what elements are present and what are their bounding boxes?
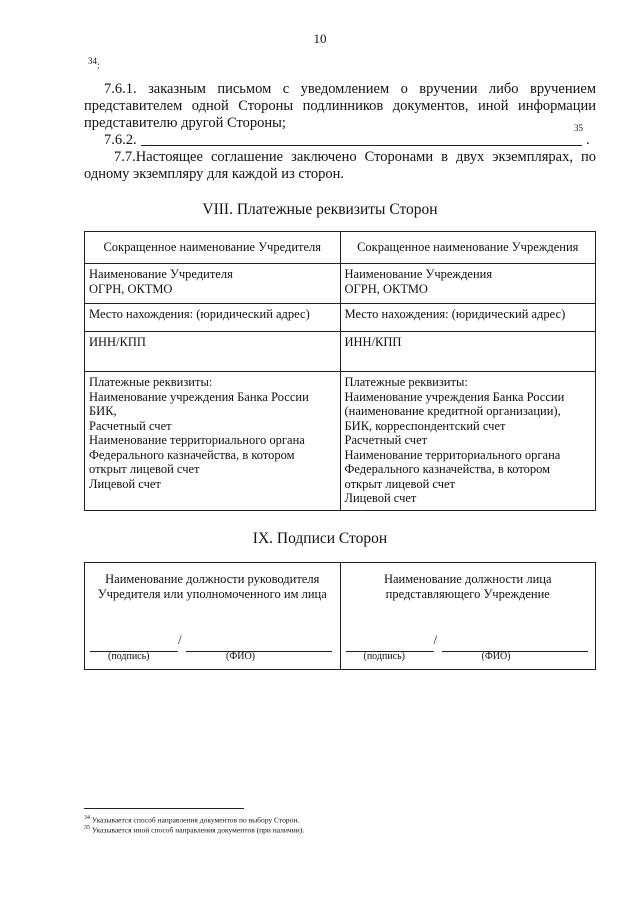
clause-7-6-2-end: .	[586, 132, 590, 148]
founder-ogrn-label: ОГРН, ОКТМО	[89, 281, 173, 296]
requisites-payment-right	[340, 372, 596, 511]
requisites-head-right: Сокращенное наименование Учреждения	[340, 232, 596, 264]
signature-left-field	[86, 622, 339, 668]
payment-right-line: Лицевой счет	[344, 491, 417, 505]
payment-left-line: Платежные реквизиты:	[89, 375, 213, 389]
payment-left-line: Расчетный счет	[89, 418, 172, 433]
requisites-table	[84, 231, 596, 511]
signature-right-fio-line	[442, 637, 588, 652]
signature-right-slash: /	[433, 632, 438, 647]
signature-right-fio-caption: (ФИО)	[481, 651, 511, 662]
table-row	[85, 264, 596, 304]
signature-right-field	[342, 622, 595, 668]
payment-left-line: Наименование территориального органа	[89, 433, 305, 447]
signature-left-cell	[85, 563, 341, 670]
clause-7-7: 7.7.Настоящее соглашение заключено Сторонами в двух экземплярах, по одному экземпляру для каждой из сторон.	[84, 149, 596, 182]
footnote-ref-35: 35	[574, 123, 583, 133]
signature-right-sign-caption: (подпись)	[363, 651, 406, 662]
payment-right-line: Наименование учреждения Банка России	[344, 389, 565, 404]
payment-right-line: Наименование территориального органа	[344, 447, 561, 462]
payment-right-line: БИК, корреспондентский счет	[344, 418, 506, 433]
table-row	[85, 304, 596, 332]
requisites-name-left	[85, 264, 341, 304]
signature-left-fio-line	[186, 637, 332, 652]
requisites-head-left: Сокращенное наименование Учредителя	[85, 232, 341, 264]
signature-left-line2: Учредителя или уполномоченного им лица	[97, 587, 327, 601]
requisites-address-right: Место нахождения: (юридический адрес)	[340, 304, 596, 332]
signature-left-sign-caption: (подпись)	[108, 651, 150, 662]
clause-7-6-2-blank-line	[141, 133, 582, 146]
signature-right-cell	[340, 563, 596, 670]
table-row	[85, 332, 596, 372]
requisites-inn-left: ИНН/КПП	[85, 332, 341, 372]
payment-right-line: (наименование кредитной организации),	[344, 404, 561, 418]
institution-name-label: Наименование Учреждения	[344, 267, 493, 281]
requisites-inn-right: ИНН/КПП	[340, 332, 596, 372]
footnote-35-text: Указывается иной способ направления документов (при наличии).	[90, 825, 305, 835]
payment-right-line: Расчетный счет	[344, 433, 428, 447]
payment-left-line: Федерального казначейства, в котором	[89, 447, 295, 462]
table-row	[85, 232, 596, 264]
table-row	[85, 372, 596, 511]
table-row	[85, 563, 596, 670]
signature-left-heading	[86, 564, 339, 606]
footnote-ref-35-wrap	[574, 123, 596, 149]
footnote-divider	[84, 808, 244, 809]
footnote-34-text: Указывается способ направления документов по выбору Сторон.	[90, 815, 300, 825]
payment-right-line: Платежные реквизиты:	[344, 375, 468, 389]
payment-left-line: Лицевой счет	[89, 476, 161, 491]
institution-ogrn-label: ОГРН, ОКТМО	[344, 281, 428, 296]
payment-left-line: БИК,	[89, 404, 117, 418]
signature-right-heading	[342, 564, 595, 606]
footnote-ref-34-colon: :	[97, 59, 101, 72]
footnote-ref-34-number: 34	[88, 56, 97, 66]
payment-left-line: открыт лицевой счет	[89, 462, 200, 476]
page-number: 10	[313, 31, 327, 46]
footnote-35	[84, 824, 304, 835]
footnote-ref-34	[88, 56, 100, 72]
signature-left-line1: Наименование должности руководителя	[105, 572, 320, 586]
signature-right-line2: представляющего Учреждение	[385, 587, 550, 601]
payment-right-line: открыт лицевой счет	[344, 476, 455, 491]
requisites-address-left: Место нахождения: (юридический адрес)	[85, 304, 341, 332]
signature-right-line1: Наименование должности лица	[383, 572, 552, 586]
footnote-34-number: 34	[84, 815, 90, 821]
signature-left-fio-caption: (ФИО)	[226, 651, 256, 662]
footnote-34	[84, 814, 299, 825]
requisites-name-right	[340, 264, 596, 304]
section-8-title: VIII. Платежные реквизиты Сторон	[202, 201, 438, 218]
clause-7-6-1: 7.6.1. заказным письмом с уведомлением о вручении либо вручением представителем одной Стороны подлинников документов, иной информации представителю другой Стороны;	[84, 81, 596, 131]
footnote-35-number: 35	[84, 825, 90, 831]
clause-7-6-2-number: 7.6.2.	[104, 132, 137, 148]
payment-right-line: Федерального казначейства, в котором	[344, 462, 551, 476]
requisites-payment-left	[85, 372, 341, 511]
signature-left-slash: /	[178, 632, 182, 647]
clause-7-6-2	[104, 123, 596, 149]
payment-left-line: Наименование учреждения Банка России	[89, 389, 309, 404]
founder-name-label: Наименование Учредителя	[89, 267, 233, 281]
section-9-title: IX. Подписи Сторон	[252, 530, 388, 547]
signatures-table	[84, 562, 596, 670]
